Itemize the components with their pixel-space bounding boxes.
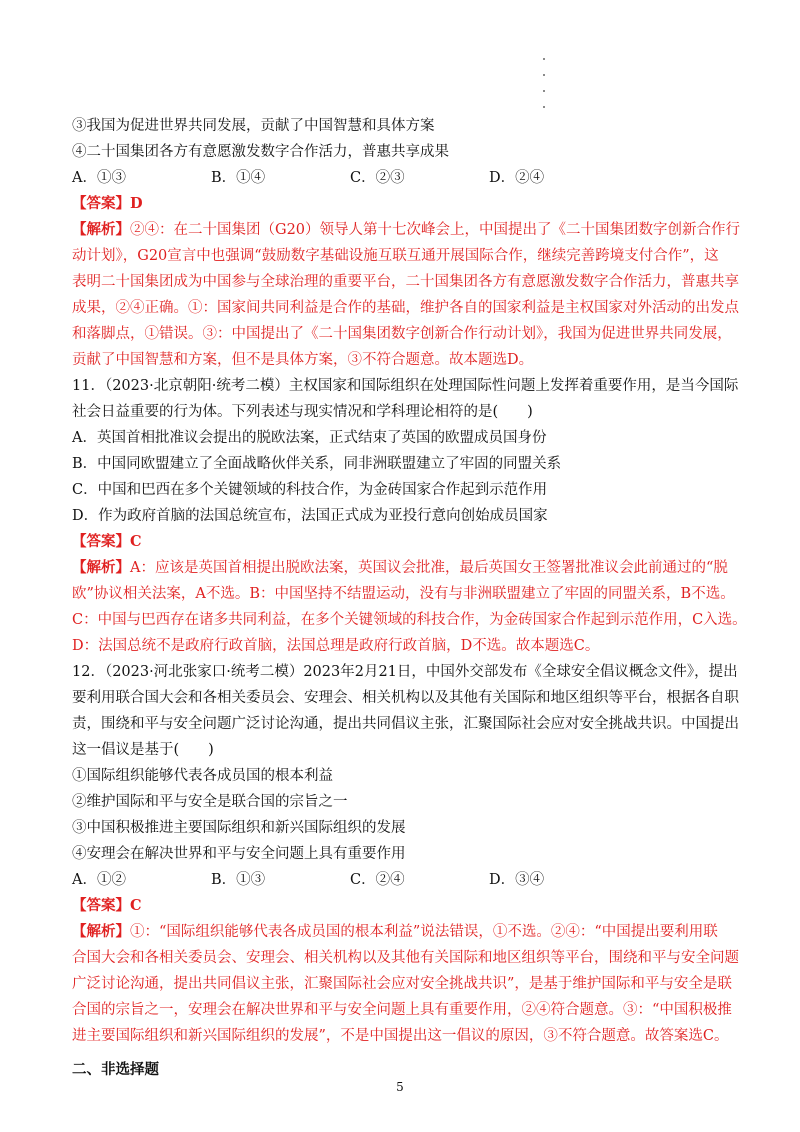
analysis-line: 动计划》，G20宣言中也强调“鼓励数字基础设施互联互通开展国际合作，继续完善跨境支付合作”，这 xyxy=(72,248,719,264)
q11-choice-d: D．作为政府首脑的法国总统宣布，法国正式成为亚投行意向创始成员国家 xyxy=(72,508,548,524)
answer-label: 【答案】 xyxy=(72,533,130,550)
q11-stem-line: 11．（2023·北京朝阳·统考二模）主权国家和国际组织在处理国际性问题上发挥着重要作用，是当今国际 xyxy=(72,378,739,394)
q11-choice-a: A．英国首相批准议会提出的脱欧法案，正式结束了英国的欧盟成员国身份 xyxy=(72,430,547,446)
q12-stem-line: 责，围绕和平与安全问题广泛讨论沟通，提出共同倡议主张，汇聚国际社会应对安全挑战共识。中国提出 xyxy=(72,716,739,732)
q11-analysis xyxy=(72,555,747,659)
answer-label: 【答案】 xyxy=(72,195,130,212)
q12-item-3: ③中国积极推进主要国际组织和新兴国际组织的发展 xyxy=(72,820,406,836)
q11-choice-b: B．中国同欧盟建立了全面战略伙伴关系，同非洲联盟建立了牢固的同盟关系 xyxy=(72,456,562,472)
analysis-line: ①：“国际组织能够代表各成员国的根本利益”说法错误，①不选。②④：“中国提出要利用联 xyxy=(130,924,718,940)
analysis-line: 成果，②④正确。①：国家间共同利益是合作的基础，维护各自的国家利益是主权国家对外活动的出发点 xyxy=(72,300,739,316)
analysis-line: 贡献了中国智慧和方案，但不是具体方案，③不符合题意。故本题选D。 xyxy=(72,352,534,368)
page-number: 5 xyxy=(396,1080,404,1094)
analysis-line: 合国大会和各相关委员会、安理会、相关机构以及其他有关国际和地区组织等平台，围绕和平与安全问题 xyxy=(72,950,739,966)
q10-item-4: ④二十国集团各方有意愿激发数字合作活力，普惠共享成果 xyxy=(72,144,449,160)
q12-analysis xyxy=(72,919,739,1049)
analysis-line: 广泛讨论沟通，提出共同倡议主张，汇聚国际社会应对安全挑战共识”，是基于维护国际和平与安全是联 xyxy=(72,976,732,992)
analysis-label: 【解析】 xyxy=(72,923,130,940)
q12-item-4: ④安理会在解决世界和平与安全问题上具有重要作用 xyxy=(72,846,406,862)
answer-label: 【答案】 xyxy=(72,897,130,914)
analysis-line: A：应该是英国首相提出脱欧法案，英国议会批准，最后英国女王签署批准议会此前通过的“脱 xyxy=(130,560,728,576)
answer-value: C xyxy=(130,533,142,550)
q10-option-b: B．①④ xyxy=(211,170,266,186)
q11-stem-line: 社会日益重要的行为体。下列表述与现实情况和学科理论相符的是( ) xyxy=(72,404,533,420)
q12-options xyxy=(72,867,732,893)
q12-stem-line: 这一倡议是基于( ) xyxy=(72,742,214,758)
page-content xyxy=(72,113,747,1083)
q12-stem-line: 12．（2023·河北张家口·统考二模）2023年2月21日，中国外交部发布《全球安全倡议概念文件》，提出 xyxy=(72,664,738,680)
q12-item-2: ②维护国际和平与安全是联合国的宗旨之一 xyxy=(72,794,348,810)
analysis-line: 表明二十国集团成为中国参与全球治理的重要平台，二十国集团各方有意愿激发数字合作活力，普惠共享 xyxy=(72,274,739,290)
q10-item-3: ③我国为促进世界共同发展，贡献了中国智慧和具体方案 xyxy=(72,118,435,134)
q10-option-a: A．①③ xyxy=(72,170,126,186)
section-title: 二、非选择题 xyxy=(72,1061,159,1078)
analysis-line: 合国的宗旨之一，安理会在解决世界和平与安全问题上具有重要作用，②④符合题意。③：“中国积极推 xyxy=(72,1002,732,1018)
q12-stem-line: 要利用联合国大会和各相关委员会、安理会、相关机构以及其他有关国际和地区组织等平台，根据各自职 xyxy=(72,690,739,706)
analysis-line: 欧”协议相关法案，A不选。B：中国坚持不结盟运动，没有与非洲联盟建立了牢固的同盟关系，B不选。 xyxy=(72,586,735,602)
q12-option-c: C．②④ xyxy=(350,872,405,888)
q12-option-d: D．③④ xyxy=(489,872,545,888)
analysis-label: 【解析】 xyxy=(72,221,130,238)
q12-option-b: B．①③ xyxy=(211,872,266,888)
q11-answer xyxy=(72,529,732,555)
q12-answer xyxy=(72,893,732,919)
answer-value: C xyxy=(130,897,142,914)
analysis-line: ②④：在二十国集团（G20）领导人第十七次峰会上，中国提出了《二十国集团数字创新合作行 xyxy=(130,222,741,238)
q10-options xyxy=(72,165,732,191)
q10-answer xyxy=(72,191,732,217)
analysis-line: D：法国总统不是政府行政首脑，法国总理是政府行政首脑，D不选。故本题选C。 xyxy=(72,638,600,654)
q10-option-d: D．②④ xyxy=(489,170,545,186)
analysis-line: 和落脚点，①错误。③：中国提出了《二十国集团数字创新合作行动计划》，我国为促进世界共同发展， xyxy=(72,326,732,342)
q11-choice-c: C．中国和巴西在多个关键领域的科技合作，为金砖国家合作起到示范作用 xyxy=(72,482,548,498)
q10-analysis xyxy=(72,217,741,373)
q12-item-1: ①国际组织能够代表各成员国的根本利益 xyxy=(72,768,333,784)
q12-option-a: A．①② xyxy=(72,872,126,888)
analysis-line: 进主要国际组织和新兴国际组织的发展”，不是中国提出这一倡议的原因，③不符合题意。故答案选C。 xyxy=(72,1028,729,1044)
q10-option-c: C．②③ xyxy=(350,170,405,186)
answer-value: D xyxy=(130,195,143,212)
analysis-label: 【解析】 xyxy=(72,559,130,576)
analysis-line: C：中国与巴西存在诸多共同利益，在多个关键领域的科技合作，为金砖国家合作起到示范作用，C入选。 xyxy=(72,612,747,628)
